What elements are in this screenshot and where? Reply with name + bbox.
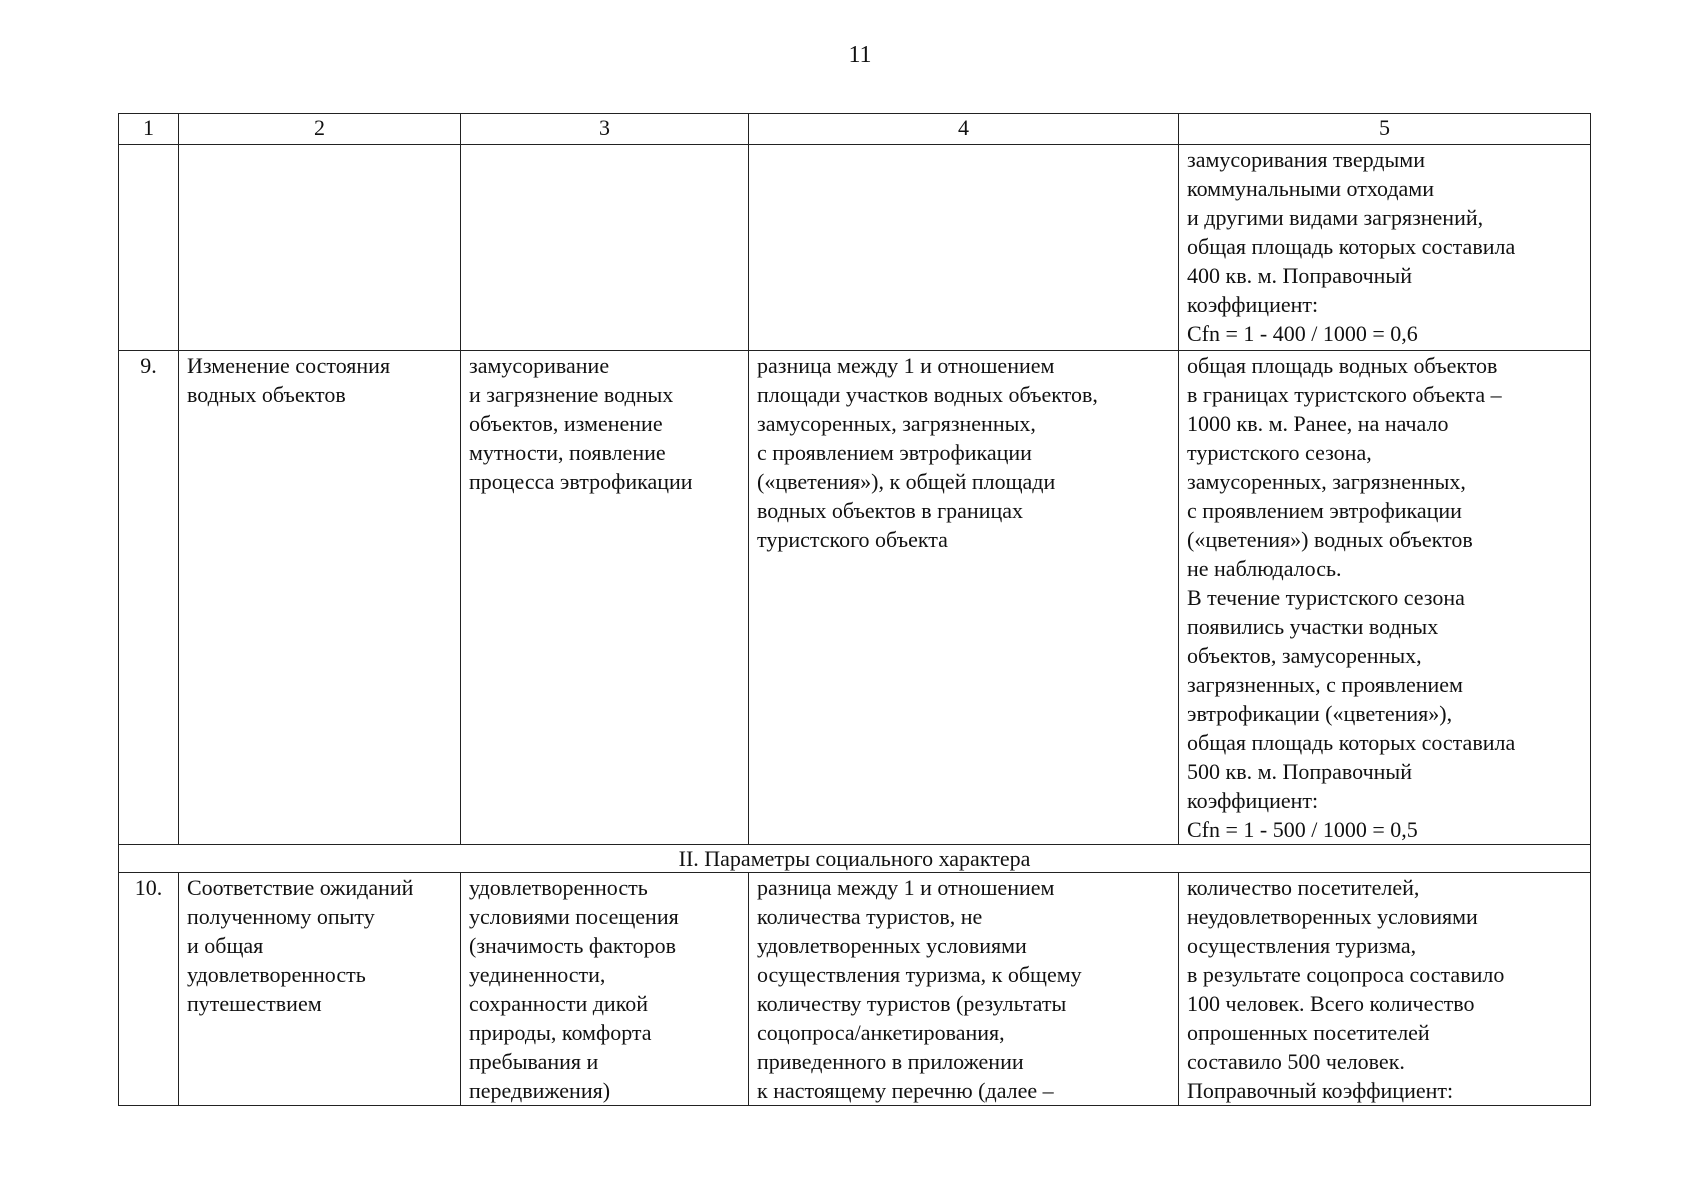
cell-parameter-name	[179, 351, 461, 845]
text-line: с проявлением эвтрофикации	[1187, 498, 1462, 523]
text-line: площади участков водных объектов,	[757, 382, 1098, 407]
text-line: 500 кв. м. Поправочный	[1187, 759, 1412, 784]
text-line: туристского сезона,	[1187, 440, 1372, 465]
text-line: количеству туристов (результаты	[757, 991, 1067, 1016]
text-line: водных объектов в границах	[757, 498, 1024, 523]
text-line: общая площадь которых составила	[1187, 730, 1516, 755]
text-line: путешествием	[187, 991, 322, 1016]
cell-example-calculation	[1179, 145, 1591, 351]
cell-indicator	[461, 873, 749, 1106]
text-line: общая площадь водных объектов	[1187, 353, 1498, 378]
text-line: и загрязнение водных	[469, 382, 674, 407]
table-row-10	[119, 873, 1591, 1106]
text-line: условиями посещения	[469, 904, 679, 929]
header-col-2: 2	[179, 114, 461, 145]
text-line: объектов, замусоренных,	[1187, 643, 1422, 668]
cell-empty	[119, 145, 179, 351]
text-line: удовлетворенность	[469, 875, 648, 900]
row-number: 10.	[119, 873, 179, 1106]
table-row-continuation	[119, 145, 1591, 351]
cell-empty	[749, 145, 1179, 351]
header-col-4: 4	[749, 114, 1179, 145]
text-line: приведенного в приложении	[757, 1049, 1024, 1074]
text-line: объектов, изменение	[469, 411, 663, 436]
text-line: пребывания и	[469, 1049, 599, 1074]
text-line: процесса эвтрофикации	[469, 469, 693, 494]
text-line: и другими видами загрязнений,	[1187, 205, 1484, 230]
text-line: и общая	[187, 933, 264, 958]
text-line: водных объектов	[187, 382, 346, 407]
text-line: соцопроса/анкетирования,	[757, 1020, 1005, 1045]
text-line: осуществления туризма,	[1187, 933, 1417, 958]
cell-empty	[179, 145, 461, 351]
table-row-9	[119, 351, 1591, 845]
text-line: осуществления туризма, к общему	[757, 962, 1082, 987]
cell-calculation-method	[749, 873, 1179, 1106]
text-line: загрязненных, с проявлением	[1187, 672, 1463, 697]
text-line: коэффициент:	[1187, 292, 1319, 317]
text-line: 1000 кв. м. Ранее, на начало	[1187, 411, 1449, 436]
text-line: к настоящему перечню (далее –	[757, 1078, 1054, 1103]
text-line: эвтрофикации («цветения»),	[1187, 701, 1453, 726]
header-col-1: 1	[119, 114, 179, 145]
text-line: коммунальными отходами	[1187, 176, 1434, 201]
text-line: природы, комфорта	[469, 1020, 652, 1045]
text-line: составило 500 человек.	[1187, 1049, 1405, 1074]
text-line: Изменение состояния	[187, 353, 391, 378]
cell-empty	[461, 145, 749, 351]
section-header-row	[119, 845, 1591, 873]
text-line: замусоривание	[469, 353, 610, 378]
text-line: количества туристов, не	[757, 904, 983, 929]
text-line: замусоривания твердыми	[1187, 147, 1425, 172]
text-line: опрошенных посетителей	[1187, 1020, 1430, 1045]
parameters-table	[118, 113, 1591, 1106]
text-line: Cfn = 1 - 400 / 1000 = 0,6	[1187, 321, 1418, 346]
text-line: появились участки водных	[1187, 614, 1439, 639]
text-line: замусоренных, загрязненных,	[757, 411, 1036, 436]
text-line: В течение туристского сезона	[1187, 585, 1465, 610]
text-line: в границах туристского объекта –	[1187, 382, 1502, 407]
text-line: туристского объекта	[757, 527, 948, 552]
text-line: 400 кв. м. Поправочный	[1187, 263, 1412, 288]
text-line: сохранности дикой	[469, 991, 649, 1016]
cell-calculation-method	[749, 351, 1179, 845]
page-number: 11	[848, 42, 872, 68]
text-line: замусоренных, загрязненных,	[1187, 469, 1466, 494]
text-line: количество посетителей,	[1187, 875, 1420, 900]
text-line: коэффициент:	[1187, 788, 1319, 813]
text-line: не наблюдалось.	[1187, 556, 1342, 581]
text-line: 100 человек. Всего количество	[1187, 991, 1475, 1016]
cell-indicator	[461, 351, 749, 845]
text-line: («цветения») водных объектов	[1187, 527, 1473, 552]
cell-example-calculation	[1179, 351, 1591, 845]
text-line: Поправочный коэффициент:	[1187, 1078, 1454, 1103]
text-line: удовлетворенность	[187, 962, 366, 987]
text-line: разница между 1 и отношением	[757, 875, 1055, 900]
text-line: передвижения)	[469, 1078, 611, 1103]
text-line: Cfn = 1 - 500 / 1000 = 0,5	[1187, 817, 1418, 842]
text-line: полученному опыту	[187, 904, 375, 929]
text-line: неудовлетворенных условиями	[1187, 904, 1478, 929]
header-col-5: 5	[1179, 114, 1591, 145]
text-line: в результате соцопроса составило	[1187, 962, 1505, 987]
text-line: уединенности,	[469, 962, 606, 987]
text-line: с проявлением эвтрофикации	[757, 440, 1032, 465]
cell-example-calculation	[1179, 873, 1591, 1106]
text-line: («цветения»), к общей площади	[757, 469, 1056, 494]
row-number: 9.	[119, 351, 179, 845]
text-line: (значимость факторов	[469, 933, 677, 958]
cell-parameter-name	[179, 873, 461, 1106]
text-line: разница между 1 и отношением	[757, 353, 1055, 378]
header-col-3: 3	[461, 114, 749, 145]
text-line: Соответствие ожиданий	[187, 875, 414, 900]
text-line: мутности, появление	[469, 440, 666, 465]
text-line: удовлетворенных условиями	[757, 933, 1027, 958]
section-title: II. Параметры социального характера	[119, 845, 1591, 873]
header-row	[119, 114, 1591, 145]
text-line: общая площадь которых составила	[1187, 234, 1516, 259]
